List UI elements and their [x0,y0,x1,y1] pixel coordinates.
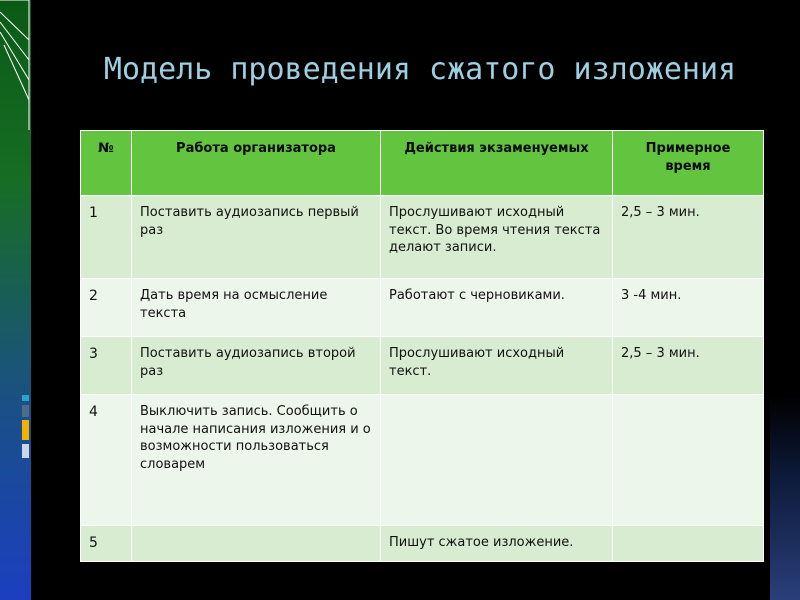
row-number: 2 [81,279,132,337]
table-row [81,337,764,395]
examinees-cell: Работают с черновиками. [381,279,613,337]
examinees-cell: Пишут сжатое изложение. [381,526,613,562]
row-number: 3 [81,337,132,395]
row-number: 1 [81,196,132,279]
time-cell: 2,5 – 3 мин. [613,196,764,279]
time-cell [613,395,764,526]
time-cell: 2,5 – 3 мин. [613,337,764,395]
table-row [81,196,764,279]
decor-mark-1 [22,395,29,401]
row-number: 5 [81,526,132,562]
decor-mark-4 [22,444,29,458]
header-examinee-actions: Действия экзаменуемых [381,131,613,196]
organizer-cell: Поставить аудиозапись второй раз [132,337,381,395]
slide-title: Модель проведения сжатого изложения [103,52,737,87]
decor-mark-2 [22,405,29,417]
right-decor-bar [770,395,800,600]
model-table [80,130,764,562]
organizer-cell: Поставить аудиозапись первый раз [132,196,381,279]
header-organizer-work: Работа организатора [132,131,381,196]
examinees-cell [381,395,613,526]
header-number: № [81,131,132,196]
examinees-cell: Прослушивают исходный текст. Во время чтения текста делают записи. [381,196,613,279]
decor-mark-3 [22,420,29,440]
time-cell [613,526,764,562]
table-row [81,526,764,562]
table-row [81,279,764,337]
examinees-cell: Прослушивают исходный текст. [381,337,613,395]
organizer-cell: Дать время на осмысление текста [132,279,381,337]
table-row [81,395,764,526]
table-header-row [81,131,764,196]
organizer-cell [132,526,381,562]
organizer-cell: Выключить запись. Сообщить о начале написания изложения и о возможности пользоваться словарем [132,395,381,526]
time-cell: 3 -4 мин. [613,279,764,337]
row-number: 4 [81,395,132,526]
header-approx-time: Примерное время [613,131,764,196]
